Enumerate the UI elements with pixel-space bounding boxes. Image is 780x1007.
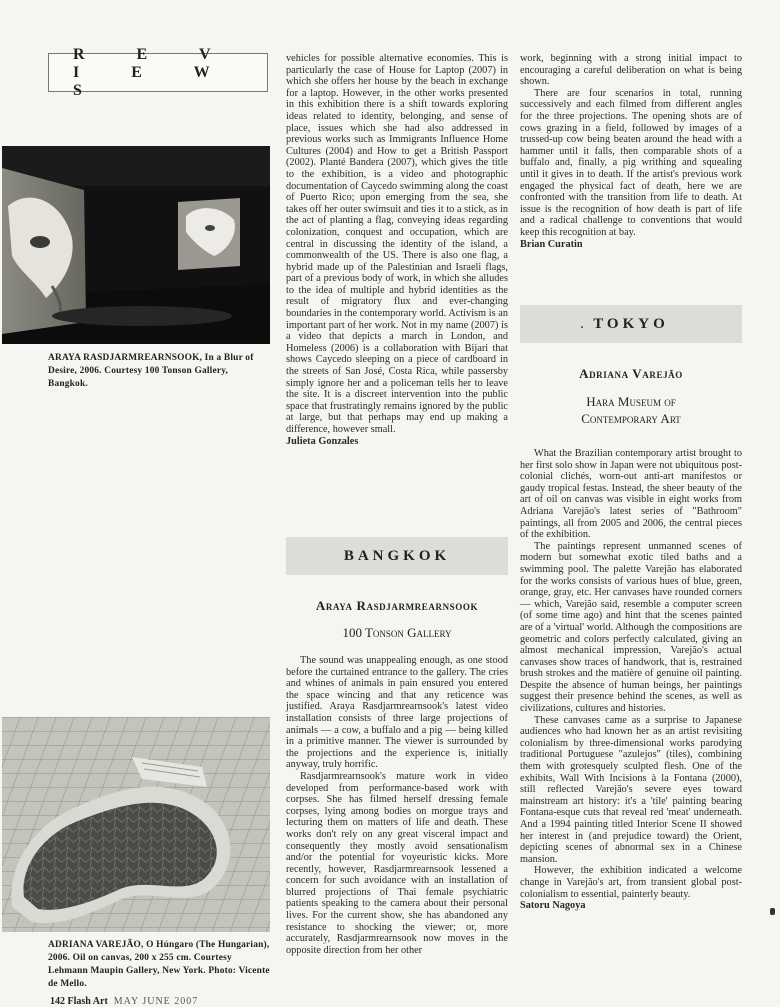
photo-caption-painting: ADRIANA VAREJÃO, O Húngaro (The Hungarian), 2006. Oil on canvas, 200 x 255 cm. Courtesy Lehmann Maupin Gallery, New York. Photo: Vicente de Mello. [48,940,270,989]
venue-line: Contemporary Art [581,411,681,426]
installation-image [2,146,270,344]
installation-photo [2,146,270,344]
body-paragraph: What the Brazilian contemporary artist brought to her first solo show in Japan were not ubiquitous post-colonial clichés, worn-out anti-art manifestos or gaudy tropical festas. Instead, the sheer beauty of the art of oil on canvas was visible in eight works from Adriana Varejão's latest series of "Bathroom" paintings, all from 2005 and 2006, the central pieces of the exhibition. [520,448,742,541]
painting-photo [2,717,270,932]
review-artist-name: Araya Rasdjarmrearnsook [315,598,479,613]
author-byline: Brian Curatin [520,238,583,250]
section-title: R E V I E W S [73,45,235,99]
city-name: BANGKOK [343,547,451,564]
body-paragraph: The sound was unappealing enough, as one stood before the curtained entrance to the gallery. The cries and whines of animals in pain ensured you entered the space wincing and that any reticence was justified. Araya Rasdjarmrearnsook's latest video installation consists of three large projections of animals — a cow, a buffalo and a pig — being killed in a primitive manner. The viewer is surrounded by the projections and the experience is, initially anyway, truly horrific. [286,655,508,771]
city-name: TOKYO [593,315,669,332]
tokyo-review-body [520,448,742,912]
bullet-dot: · [580,320,585,334]
body-paragraph: vehicles for possible alternative economies. This is particularly the case of House for Laptop (2007) in which she offers her house by the beach in exchange for a laptop. However, in the other works presented in this exhibition there is a shift towards exploring ideas related to identity, belonging, and sense of place, issues which she had also addressed in previous works such as Immigrants Influence Home Cultures (2004) and How to get a British Passport (2002). Planté Bandera (2007), which gives the title to the exhibition, is a video and photographic documentation of Caycedo swimming along the coast of Puerto Rico; upon emerging from the sea, she takes off her outer swimsuit and ties it to a stick, as in the act of planting a flag, conveying ideas regarding colonization, conquest and occupation, which are central in discussing the identity of the island, a commonwealth of the US. There is also one flag, a hybrid made up of the Palestinian and Israeli flags, part of a previous body of work, in which she alludes to the idea of multiple and hybrid identities as the result of migratory flux and ever-changing boundaries in the contemporary world. Activism is an important part of her work. Not in my name (2007) is a video that depicts a march in London, and Homeless (2006) is a collaboration with Bijari that shows Caycedo sleeping on a piece of cardboard in the streets of San José, Costa Rica, while passersby simply ignore her and a policeman tells her to leave the site. It is a discreet intervention into the public space that frustratingly remains ignored by the public at large, but that perhaps may end up making a difference, however small. [286,53,508,435]
body-paragraph: The paintings represent unmanned scenes of modern but somewhat exotic tiled baths and a swimming pool. The palette Varejão has elaborated for the works consists of various hues of blue, green, orange, gray, etc. Her canvases have rounded corners — which, Varejão said, resemble a computer screen (of some time ago) and hint that the scenes painted are of a 'virtual' world. Although the compositions are geometric and colors perfectly calculated, giving an almost mechanical impression, Varejão's actual canvases show traces of handwork, that is, restrained brush strokes and the matière of genuine oil painting. Despite the absence of human beings, her paintings suggest their presence behind the scenes, as well as civilizations, cultures and histories. [520,540,742,715]
review-continuation [286,53,508,447]
issue-date: MAY JUNE 2007 [113,996,199,1007]
edge-mark [770,908,775,915]
body-paragraph: work, beginning with a strong initial impact to encouraging a careful deliberation on what is being shown. [520,53,742,88]
body-paragraph: However, the exhibition indicated a welcome change in Varejão's art, from transient global post-colonialism to essential, painterly beauty. [520,865,742,900]
bangkok-review-continuation [520,53,742,250]
section-header-box [48,45,268,99]
author-byline: Julieta Gonzales [286,435,359,447]
city-header-bangkok [286,537,508,575]
photo-caption-installation: ARAYA RASDJARMREARNSOOK, In a Blur of Desire, 2006. Courtesy 100 Tonson Gallery, Bangkok. [48,353,254,389]
page-footer [50,996,198,1007]
folio: 142 Flash Art [50,996,108,1007]
venue-line: Hara Museum of [586,394,676,409]
body-paragraph: There are four scenarios in total, running successively and each filmed from different angles for the three projections. The opening shots are of cows grazing in a field, followed by images of a trussed-up cow being beaten around the head with a hammer until it falls, then comparable shots of a buffalo and, finally, a pig writhing and squealing until it gives in to death. If the artist's previous work engaged the physical fact of death, here we are confronted with the transition from life to death. At issue is the recognition of how death is part of life and a radical challenge to conventions that would keep this recognition at bay. [520,87,742,238]
author-byline: Satoru Nagoya [520,900,586,912]
review-venue [520,393,742,427]
body-paragraph: These canvases came as a surprise to Japanese audiences who had known her as an artist revisiting colonialism by three-dimensional works parodying traditional Portuguese "azulejos" (tiles), combining them with grotesquely sculpted flesh. One of the exhibits, Wall With Incisions à la Fontana (2000), still reflected Varejão's severe eyes toward mainstream art history: it's a 'tile' painting bearing Fontana-esque cuts that reveal red 'meat' underneath. And a 1994 painting titled Interior Scene II showed her interest in (and prejudice toward) the Orient, depicting scenes of abnormal sex in a Chinese mansion. [520,714,742,865]
city-header-tokyo [520,305,742,343]
body-paragraph: Rasdjarmrearnsook's mature work in video developed from performance-based work with corpses. She has filmed herself dressing female corpses, lying among bodies on morgue trays and lecturing them on matters of life and death. These works don't rely on any great visceral impact and consequently they mostly avoid sensationalism and/or the potential for voyeuristic kicks. More recently, however, Rasdjarmrearnsook lessened a concern for such avoidance with an installation of blurred projections of Thai female psychiatric patients speaking to the camera about their personal lives. For the current show, she has abandoned any resistance to shocking the viewer; or, more accurately, Rasdjarmrearnsook now moves in the opposite direction from her other [286,770,508,956]
painting-image [2,717,270,932]
review-artist-name: Adriana Varejão [579,366,683,381]
bangkok-review-body [286,655,508,956]
review-venue: 100 Tonson Gallery [342,625,452,640]
